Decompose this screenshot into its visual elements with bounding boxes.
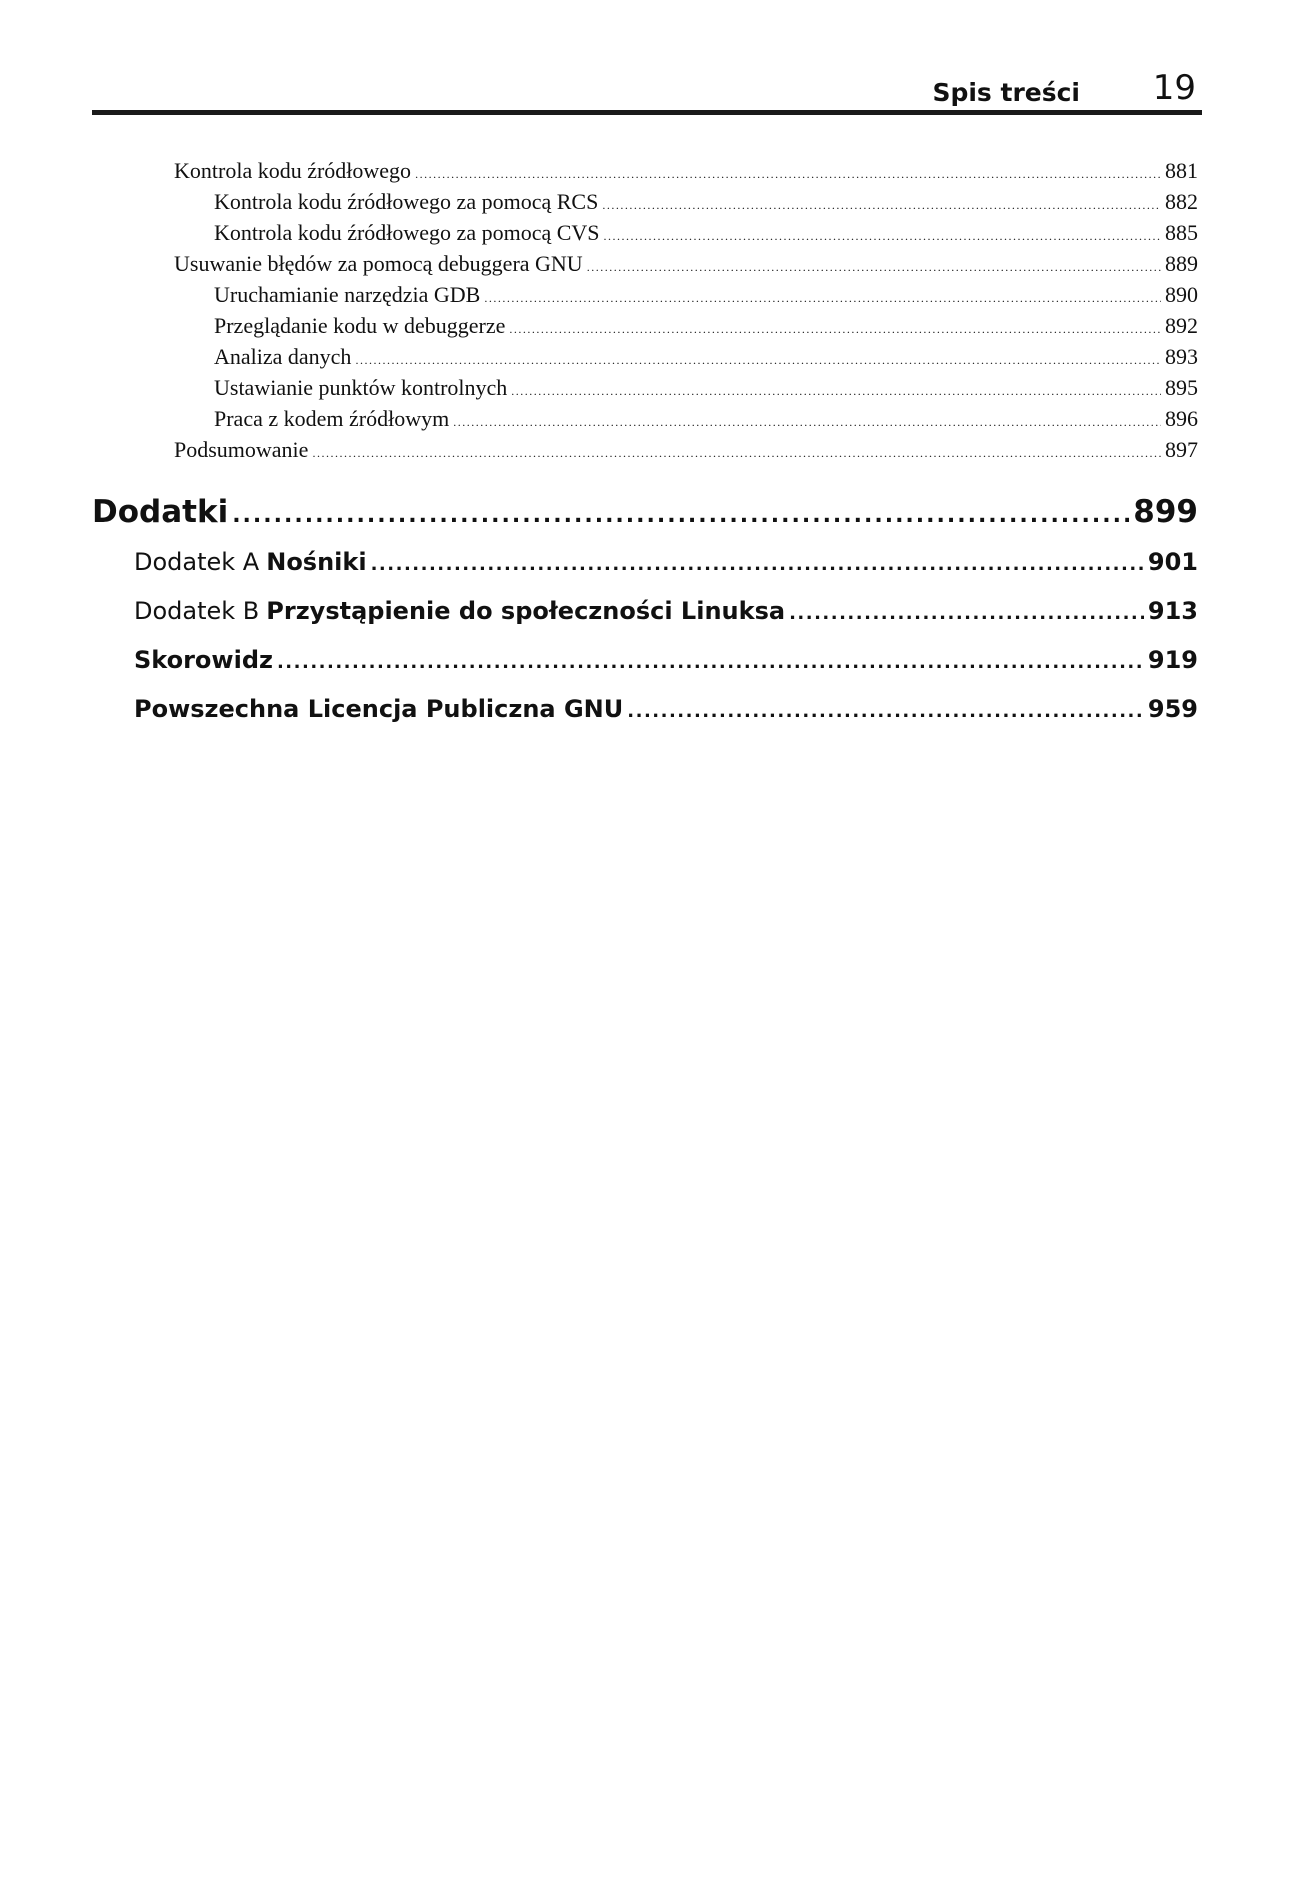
appendix-prefix: Dodatek A xyxy=(134,548,260,576)
license-title: Powszechna Licencja Publiczna GNU xyxy=(134,695,624,723)
dot-leader xyxy=(627,701,1144,722)
toc-entry[interactable] xyxy=(214,282,1198,312)
toc-license[interactable] xyxy=(134,695,1198,731)
toc-entry-label: Kontrola kodu źródłowego za pomocą CVS xyxy=(214,220,600,245)
toc-entry-label: Kontrola kodu źródłowego za pomocą RCS xyxy=(214,189,599,214)
toc-entry-label: Uruchamianie narzędzia GDB xyxy=(214,282,481,307)
dot-leader xyxy=(277,652,1144,673)
toc-entry[interactable] xyxy=(214,406,1198,436)
section-title: Spis treści xyxy=(932,78,1080,107)
toc-entry-label: Praca z kodem źródłowym xyxy=(214,406,450,431)
appendix-title: Przystąpienie do społeczności Linuksa xyxy=(266,597,786,625)
toc-entry-label: Ustawianie punktów kontrolnych xyxy=(214,375,508,400)
toc-entry-page: 889 xyxy=(1165,251,1198,276)
toc-entry-page: 895 xyxy=(1165,375,1198,400)
dot-leader xyxy=(415,167,1161,182)
dot-leader xyxy=(509,322,1161,337)
toc-entry[interactable] xyxy=(214,344,1198,374)
dot-leader xyxy=(511,384,1161,399)
page-number: 19 xyxy=(1152,68,1196,108)
dot-leader xyxy=(602,198,1161,213)
toc-part-page: 899 xyxy=(1133,494,1198,530)
dot-leader xyxy=(371,554,1144,575)
toc-entry-page: 885 xyxy=(1165,220,1198,245)
toc-part[interactable] xyxy=(92,494,1198,538)
dot-leader xyxy=(587,260,1161,275)
dot-leader xyxy=(355,353,1161,368)
toc-entry-page: 893 xyxy=(1165,344,1198,369)
toc-entry[interactable] xyxy=(174,251,1198,281)
appendix-page: 901 xyxy=(1147,548,1198,576)
header-rule xyxy=(92,110,1202,115)
toc-entry-page: 896 xyxy=(1165,406,1198,431)
toc-entry-page: 881 xyxy=(1165,158,1198,183)
toc-entry-page: 890 xyxy=(1165,282,1198,307)
appendix-page: 913 xyxy=(1147,597,1198,625)
toc-entry[interactable] xyxy=(214,220,1198,250)
index-page: 919 xyxy=(1147,646,1198,674)
toc-appendix[interactable] xyxy=(134,548,1198,584)
toc-entry-page: 897 xyxy=(1165,437,1198,462)
dot-leader xyxy=(312,446,1161,461)
toc-entry-page: 882 xyxy=(1165,189,1198,214)
toc-entry-label: Analiza danych xyxy=(214,344,352,369)
license-page: 959 xyxy=(1147,695,1198,723)
toc-entry[interactable] xyxy=(174,437,1198,467)
appendix-prefix: Dodatek B xyxy=(134,597,260,625)
toc-entry[interactable] xyxy=(214,313,1198,343)
dot-leader xyxy=(484,291,1161,306)
dot-leader xyxy=(604,229,1161,244)
toc-entry-page: 892 xyxy=(1165,313,1198,338)
page-header xyxy=(92,64,1202,112)
dot-leader xyxy=(232,503,1129,528)
dot-leader xyxy=(789,603,1144,624)
toc-appendix[interactable] xyxy=(134,597,1198,633)
toc-entry[interactable] xyxy=(214,189,1198,219)
toc-entry-label: Kontrola kodu źródłowego xyxy=(174,158,412,183)
toc-entry-label: Przeglądanie kodu w debuggerze xyxy=(214,313,506,338)
toc-index[interactable] xyxy=(134,646,1198,682)
toc-entry[interactable] xyxy=(174,158,1198,188)
toc-entry[interactable] xyxy=(214,375,1198,405)
dot-leader xyxy=(453,415,1161,430)
toc-part-label: Dodatki xyxy=(92,494,229,530)
toc-entry-label: Usuwanie błędów za pomocą debuggera GNU xyxy=(174,251,583,276)
index-title: Skorowidz xyxy=(134,646,273,674)
appendix-title: Nośniki xyxy=(266,548,367,576)
toc-entry-label: Podsumowanie xyxy=(174,437,309,462)
